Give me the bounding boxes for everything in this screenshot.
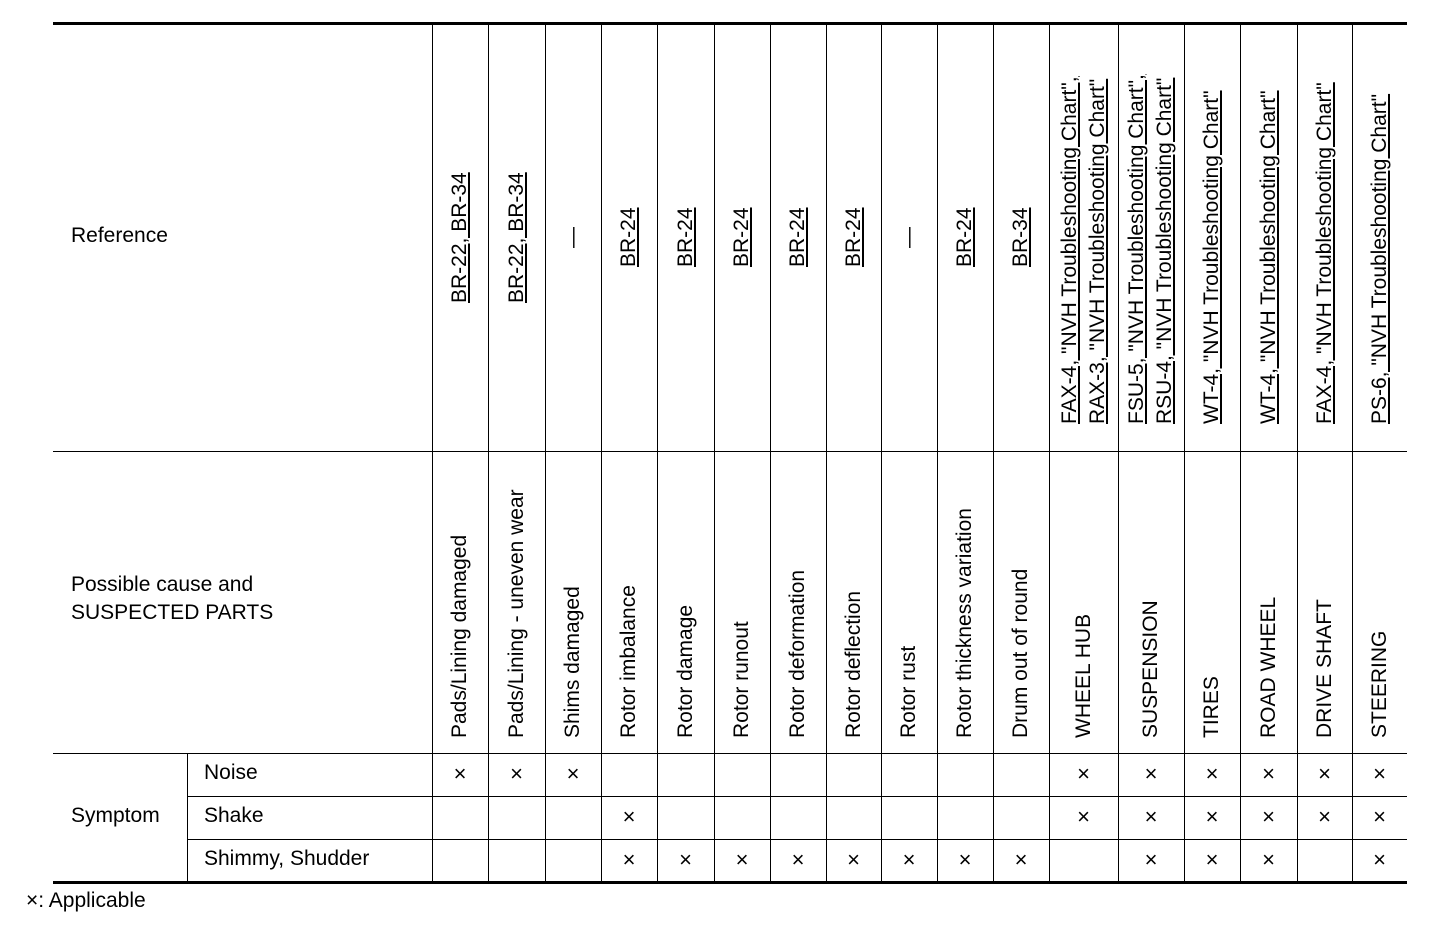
reference-link: BR-24 (841, 207, 865, 267)
reference-link: BR-24 (730, 207, 753, 267)
cause-label: WHEEL HUB (1071, 613, 1095, 738)
reference-link: BR-22, BR-34 (448, 171, 471, 303)
cause-label-line2: SUSPECTED PARTS (71, 601, 274, 624)
cause-label: Rotor rust (897, 645, 920, 738)
cause-label: Rotor damage (673, 604, 697, 738)
applicable-mark: × (1373, 804, 1386, 829)
column-divider (993, 24, 994, 882)
column-divider (432, 24, 433, 882)
applicable-mark: × (791, 847, 805, 872)
cause-label-line1: Possible cause and (71, 573, 254, 596)
reference-link: BR-24 (953, 207, 976, 267)
rule-row-1 (187, 796, 1407, 797)
cause-label: STEERING (1367, 630, 1391, 738)
cause-label: ROAD WHEEL (1256, 596, 1280, 738)
reference-link: BR-24 (786, 207, 809, 267)
reference-label: Reference (71, 224, 168, 247)
column-divider (770, 24, 771, 882)
reference-link: — (897, 226, 920, 248)
applicable-mark: × (1205, 804, 1219, 829)
reference-link: RSU-4, "NVH Troubleshooting Chart" (1153, 77, 1176, 424)
column-divider (1049, 24, 1050, 882)
reference-link: WT-4, "NVH Troubleshooting Chart" (1256, 90, 1280, 424)
reference-link: FSU-5, "NVH Troubleshooting Chart", (1125, 74, 1148, 424)
reference-link: BR-22, BR-34 (504, 171, 528, 303)
symptom-name: Noise (204, 761, 258, 784)
applicable-mark: × (566, 761, 580, 786)
applicable-mark: × (1205, 847, 1219, 872)
reference-link: RAX-3, "NVH Troubleshooting Chart" (1085, 78, 1109, 424)
reference-link: — (561, 226, 584, 248)
applicable-mark: × (847, 847, 860, 872)
cause-label: Pads/Lining damaged (448, 534, 471, 738)
applicable-mark: × (1373, 761, 1386, 786)
reference-link: WT-4, "NVH Troubleshooting Chart" (1200, 90, 1223, 424)
applicable-mark: × (622, 847, 636, 872)
rule-row-2 (187, 839, 1407, 840)
column-divider (826, 24, 827, 882)
column-divider (601, 24, 602, 882)
applicable-mark: × (1373, 847, 1386, 872)
rule-cause (53, 451, 1407, 452)
reference-link: BR-24 (617, 207, 640, 267)
applicable-mark: × (735, 847, 749, 872)
cause-label: Drum out of round (1009, 568, 1032, 738)
cause-label: Rotor deformation (786, 569, 809, 738)
applicable-mark: × (958, 847, 972, 872)
rule-symptom-divider (187, 753, 188, 882)
reference-link: BR-34 (1009, 207, 1032, 267)
column-divider (1297, 24, 1298, 882)
cause-label: Rotor deflection (841, 590, 865, 738)
applicable-mark: × (1014, 847, 1028, 872)
reference-link: BR-24 (673, 207, 697, 267)
column-divider (1240, 24, 1241, 882)
applicable-mark: × (1318, 804, 1331, 829)
column-divider (1184, 24, 1185, 882)
rule-top (53, 22, 1407, 25)
cause-label: TIRES (1200, 676, 1223, 738)
cause-label: Shims damaged (561, 586, 584, 738)
column-divider (545, 24, 546, 882)
applicable-mark: × (1318, 761, 1331, 786)
applicable-mark: × (902, 847, 916, 872)
applicable-mark: × (1262, 804, 1275, 829)
rule-bottom (53, 881, 1407, 884)
applicable-mark: × (1144, 804, 1158, 829)
column-divider (937, 24, 938, 882)
column-divider (714, 24, 715, 882)
applicable-mark: × (1262, 761, 1275, 786)
cause-label: SUSPENSION (1139, 600, 1162, 738)
applicable-mark: × (510, 761, 523, 786)
applicable-mark: × (1144, 761, 1158, 786)
column-divider (1352, 24, 1353, 882)
applicable-mark: × (1144, 847, 1158, 872)
reference-link: FAX-4, "NVH Troubleshooting Chart", (1057, 76, 1081, 424)
reference-link: FAX-4, "NVH Troubleshooting Chart" (1312, 82, 1336, 424)
symptom-name: Shimmy, Shudder (204, 847, 370, 870)
symptom-label: Symptom (71, 804, 160, 827)
cause-label: Pads/Lining - uneven wear (504, 489, 528, 738)
legend-text: ×: Applicable (26, 889, 146, 912)
cause-label: Rotor thickness variation (953, 508, 976, 738)
applicable-mark: × (1077, 804, 1090, 829)
applicable-mark: × (1205, 761, 1219, 786)
symptom-name: Shake (204, 804, 264, 827)
applicable-mark: × (679, 847, 692, 872)
column-divider (1118, 24, 1119, 882)
applicable-mark: × (622, 804, 636, 829)
applicable-mark: × (1077, 761, 1090, 786)
applicable-mark: × (1262, 847, 1275, 872)
cause-label: Rotor runout (730, 621, 753, 738)
cause-label: Rotor imbalance (617, 585, 640, 738)
column-divider (488, 24, 489, 882)
rule-symptoms (53, 753, 1407, 754)
applicable-mark: × (453, 761, 467, 786)
reference-link: PS-6, "NVH Troubleshooting Chart" (1367, 93, 1391, 424)
column-divider (657, 24, 658, 882)
column-divider (881, 24, 882, 882)
cause-label: DRIVE SHAFT (1312, 599, 1336, 738)
